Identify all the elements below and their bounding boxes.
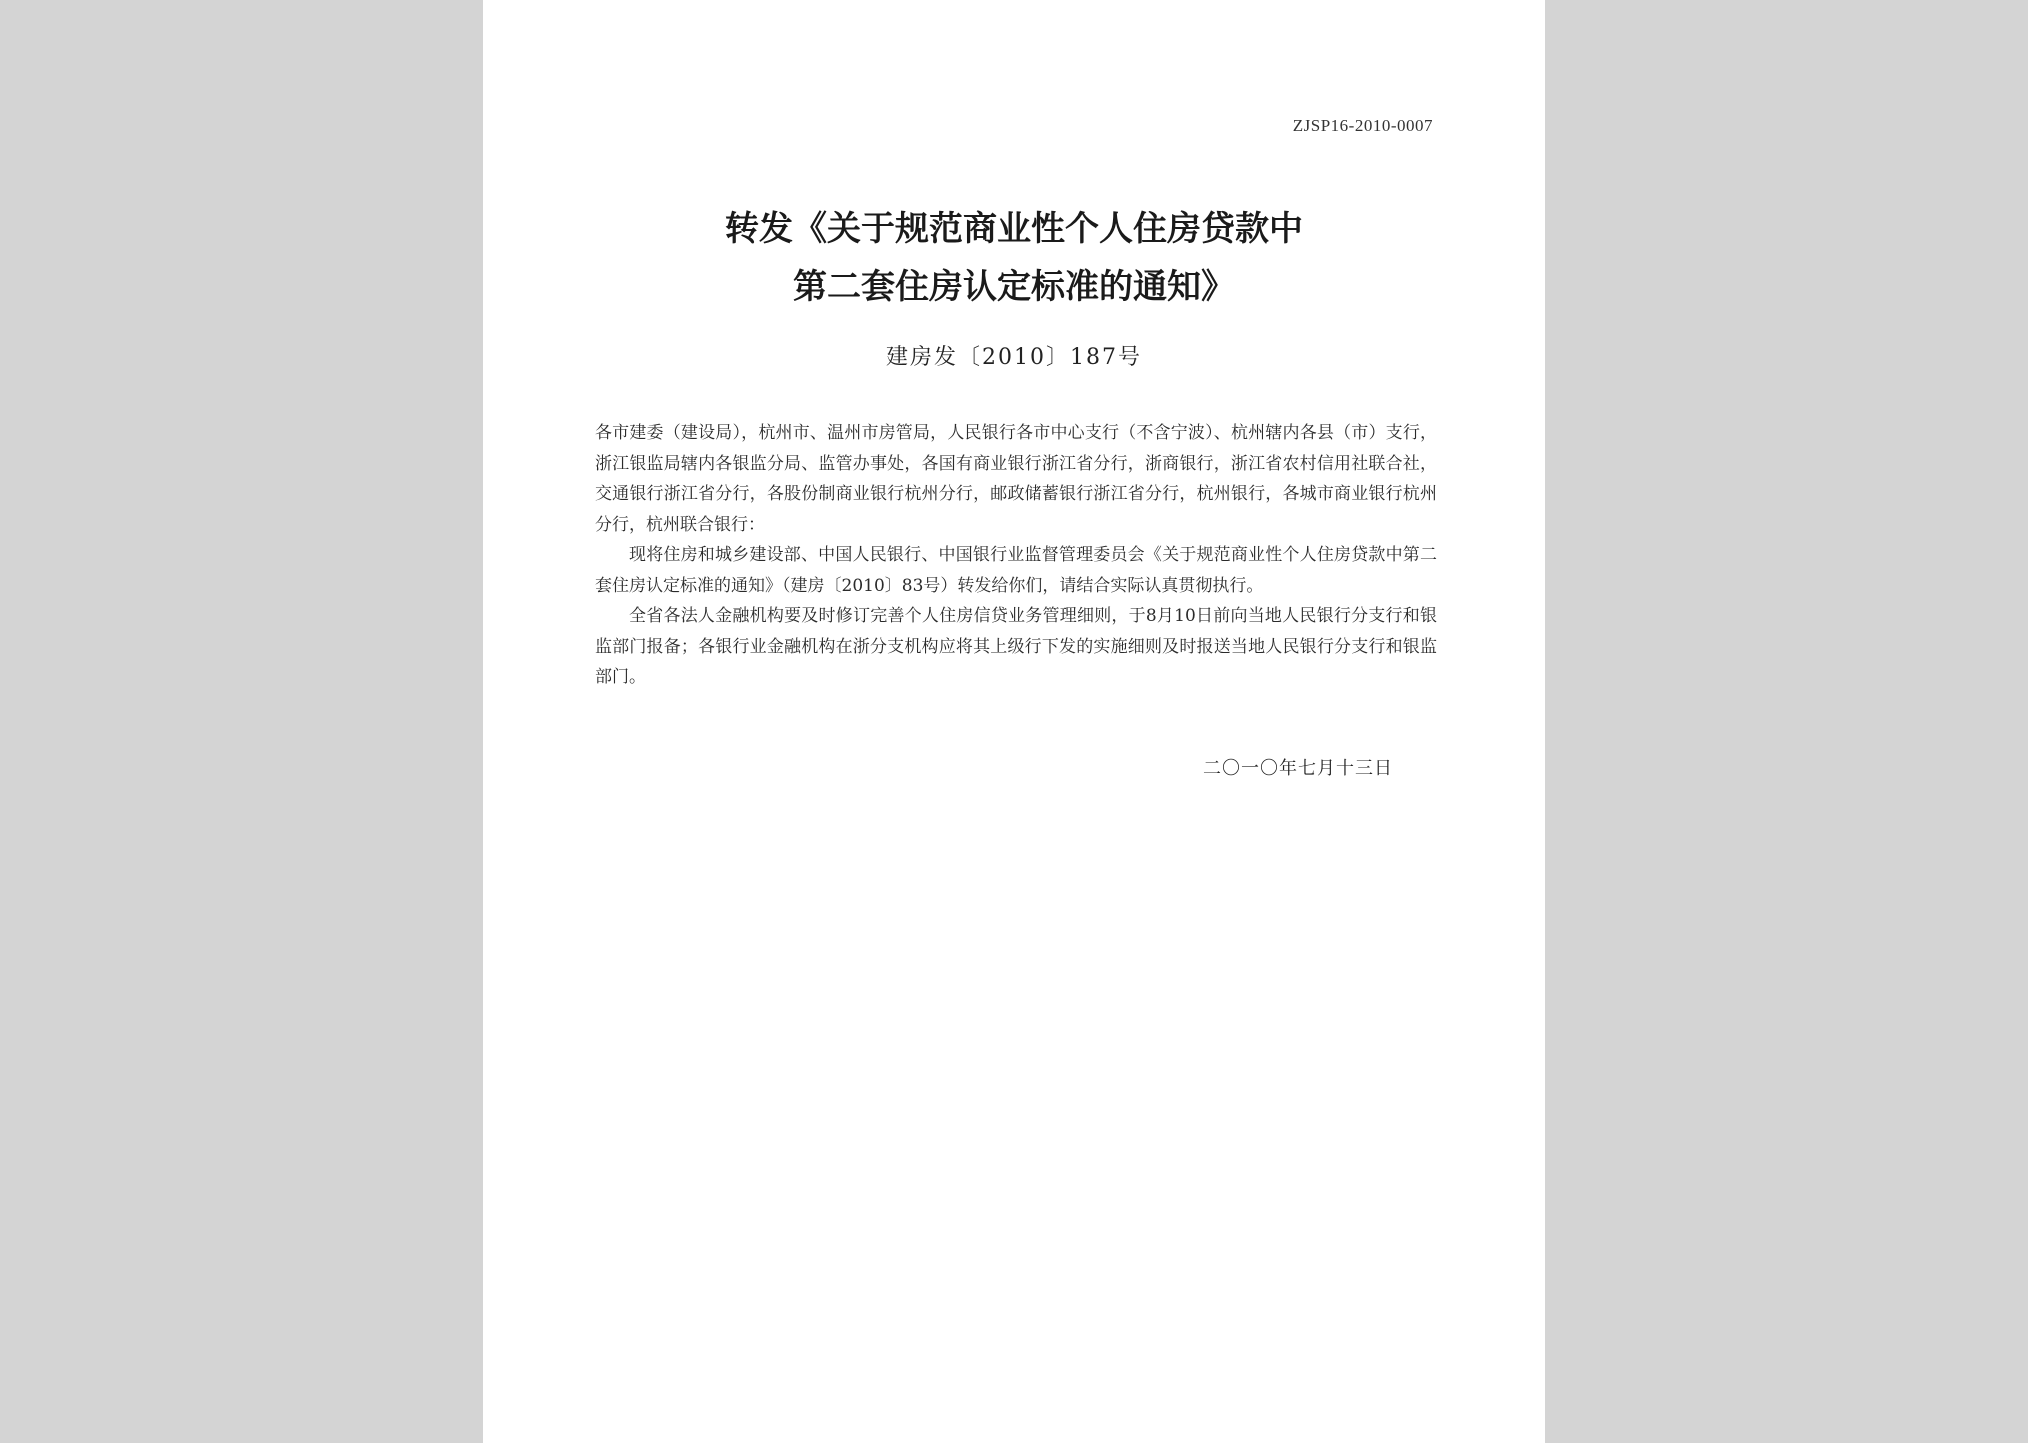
document-title (483, 200, 1545, 316)
body-paragraph-1: 现将住房和城乡建设部、中国人民银行、中国银行业监督管理委员会《关于规范商业性个人住房贷款中第二套住房认定标准的通知》（建房〔2010〕83号）转发给你们，请结合实际认真贯彻执行。 (595, 545, 1437, 596)
title-line-2: 第二套住房认定标准的通知》 (793, 267, 1235, 307)
document-date: 二〇一〇年七月十三日 (1203, 758, 1393, 779)
document-body (595, 418, 1437, 693)
document-page (483, 0, 1545, 1443)
document-code: ZJSP16-2010-0007 (1292, 116, 1433, 135)
addressees-paragraph: 各市建委（建设局），杭州市、温州市房管局，人民银行各市中心支行（不含宁波）、杭州辖内各县（市）支行，浙江银监局辖内各银监分局、监管办事处，各国有商业银行浙江省分行，浙商银行，浙江省农村信用社联合社，交通银行浙江省分行，各股份制商业银行杭州分行，邮政储蓄银行浙江省分行，杭州银行，各城市商业银行杭州分行，杭州联合银行： (595, 423, 1437, 535)
title-line-1: 转发《关于规范商业性个人住房贷款中 (725, 209, 1303, 249)
body-paragraph-2: 全省各法人金融机构要及时修订完善个人住房信贷业务管理细则，于8月10日前向当地人民银行分支行和银监部门报备；各银行业金融机构在浙分支机构应将其上级行下发的实施细则及时报送当地人民银行分支行和银监部门。 (595, 606, 1437, 687)
document-number: 建房发〔2010〕187号 (886, 345, 1142, 370)
